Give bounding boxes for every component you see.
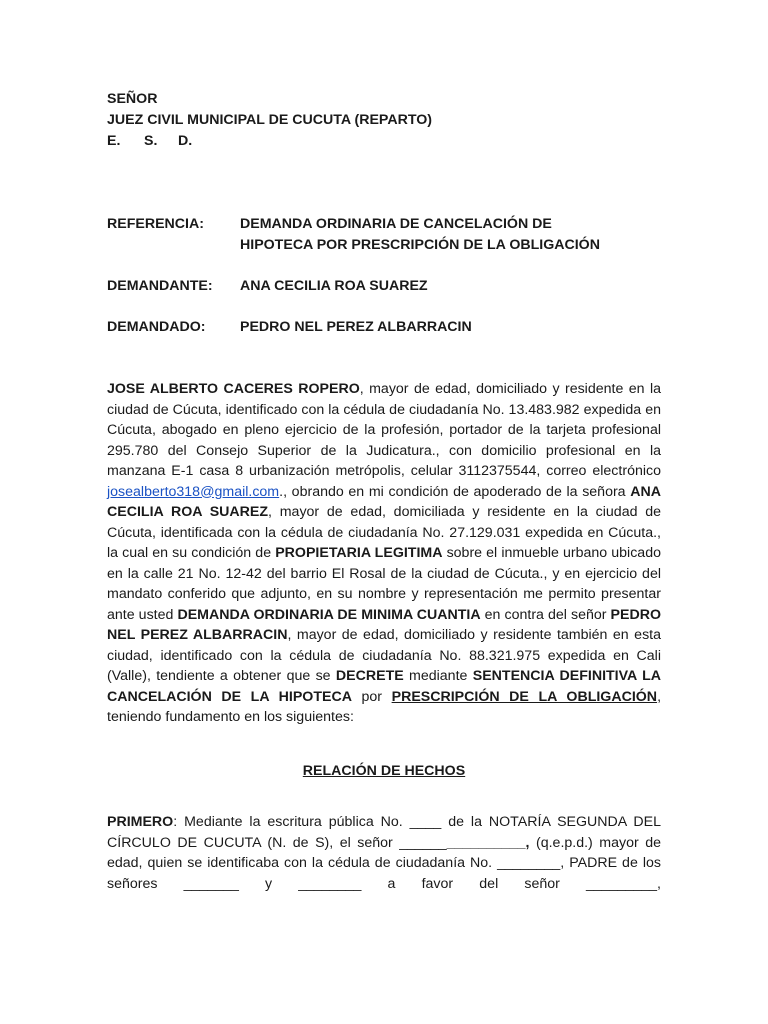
esd-e: E. xyxy=(107,133,121,149)
body-text-2: ., obrando en mi condición de apoderado de la señora xyxy=(279,483,631,500)
esd-d: D. xyxy=(178,133,193,149)
client-name: ANA CECILIA ROA SUAREZ xyxy=(107,483,661,520)
referencia-label: REFERENCIA: xyxy=(107,216,204,232)
prescription-text: PRESCRIPCIÓN DE LA OBLIGACIÓN xyxy=(391,688,658,705)
lawyer-name: JOSE ALBERTO CACERES ROPERO xyxy=(107,381,360,397)
decrete-word: DECRETE xyxy=(335,668,404,684)
body-text-9: , teniendo fundamento en los siguientes: xyxy=(107,688,662,725)
referencia-value xyxy=(240,214,600,255)
referencia-line-1: DEMANDA ORDINARIA DE CANCELACIÓN DE xyxy=(240,216,552,232)
esd-s: S. xyxy=(144,133,158,149)
fact-text-1: : Mediante la escritura pública No. ____ de la NOTARÍA SEGUNDA DEL CÍRCULO DE CUCUTA (N. de S), el señor ______ xyxy=(107,814,661,851)
fact-blank: __________, xyxy=(446,834,530,851)
body-text-6: , mayor de edad, domiciliado y residente también en esta ciudad, identificado con la cédula de ciudadanía No. 88.321.975 expedida en Cali (Valle), tendiente a obtener que se xyxy=(107,627,661,684)
demandado-row xyxy=(107,317,661,338)
demandado-label: DEMANDADO: xyxy=(107,318,206,335)
esd-line xyxy=(107,131,661,152)
body-text-1: , mayor de edad, domiciliado y residente en la ciudad de Cúcuta, identificado con la cédula de ciudadanía No. 13.483.982 expedida en Cúcuta, abogado en pleno ejercicio de la profesión, portador de la tarjeta profesional 295.780 del Consejo Superior de la Judicatura., con domicilio profesional en la manzana E-1 casa 8 urbanización metrópolis, celular 3112375544, correo electrónico xyxy=(107,381,661,479)
referencia-line-2: HIPOTECA POR PRESCRIPCIÓN DE LA OBLIGACIÓN xyxy=(240,236,600,253)
body-text-4: sobre el inmueble urbano ubicado en la calle 21 No. 12-42 del barrio El Rosal de la ciudad de Cúcuta., y en ejercicio del mandato conferido que adjunto, en su nombre y representación me permito presentar ante usted xyxy=(107,545,661,623)
demandante-value: ANA CECILIA ROA SUAREZ xyxy=(240,278,428,294)
email-link[interactable]: josealberto318@gmail.com xyxy=(107,483,280,500)
body-paragraph xyxy=(107,379,661,728)
body-text-7: mediante xyxy=(403,668,473,684)
body-text-5: en contra del señor xyxy=(480,606,611,623)
document-page xyxy=(107,89,661,894)
defendant-name: PEDRO NEL PEREZ ALBARRACIN xyxy=(107,606,661,643)
fact-label: PRIMERO xyxy=(107,814,174,830)
demandante-label: DEMANDANTE: xyxy=(107,278,213,294)
demand-type: DEMANDA ORDINARIA DE MINIMA CUANTIA xyxy=(177,606,481,623)
body-text-8: por xyxy=(351,688,392,705)
owner-status: PROPIETARIA LEGITIMA xyxy=(275,545,443,561)
section-title xyxy=(107,761,661,782)
sentence-text: SENTENCIA DEFINITIVA LA CANCELACIÓN DE LA HIPOTECA xyxy=(107,668,661,705)
referencia-row xyxy=(107,214,661,255)
fact-text-2: (q.e.p.d.) mayor de edad, quien se identificaba con la cédula de ciudadanía No. ________, PADRE de los señores _______ y ________ a favor del señor _________, xyxy=(107,834,661,892)
body-text-3: , mayor de edad, domiciliada y residente en la ciudad de Cúcuta, identificada con la cédula de ciudadanía No. 27.129.031 expedida en Cúcuta., la cual en su condición de xyxy=(107,504,661,561)
addressee-block xyxy=(107,89,661,152)
addressee-title: SEÑOR xyxy=(107,91,158,107)
demandante-row xyxy=(107,276,661,297)
section-title-text: RELACIÓN DE HECHOS xyxy=(302,762,466,779)
demandado-value: PEDRO NEL PEREZ ALBARRACIN xyxy=(240,318,472,335)
addressee-court: JUEZ CIVIL MUNICIPAL DE CUCUTA (REPARTO) xyxy=(107,112,433,128)
fact-primero xyxy=(107,812,661,894)
